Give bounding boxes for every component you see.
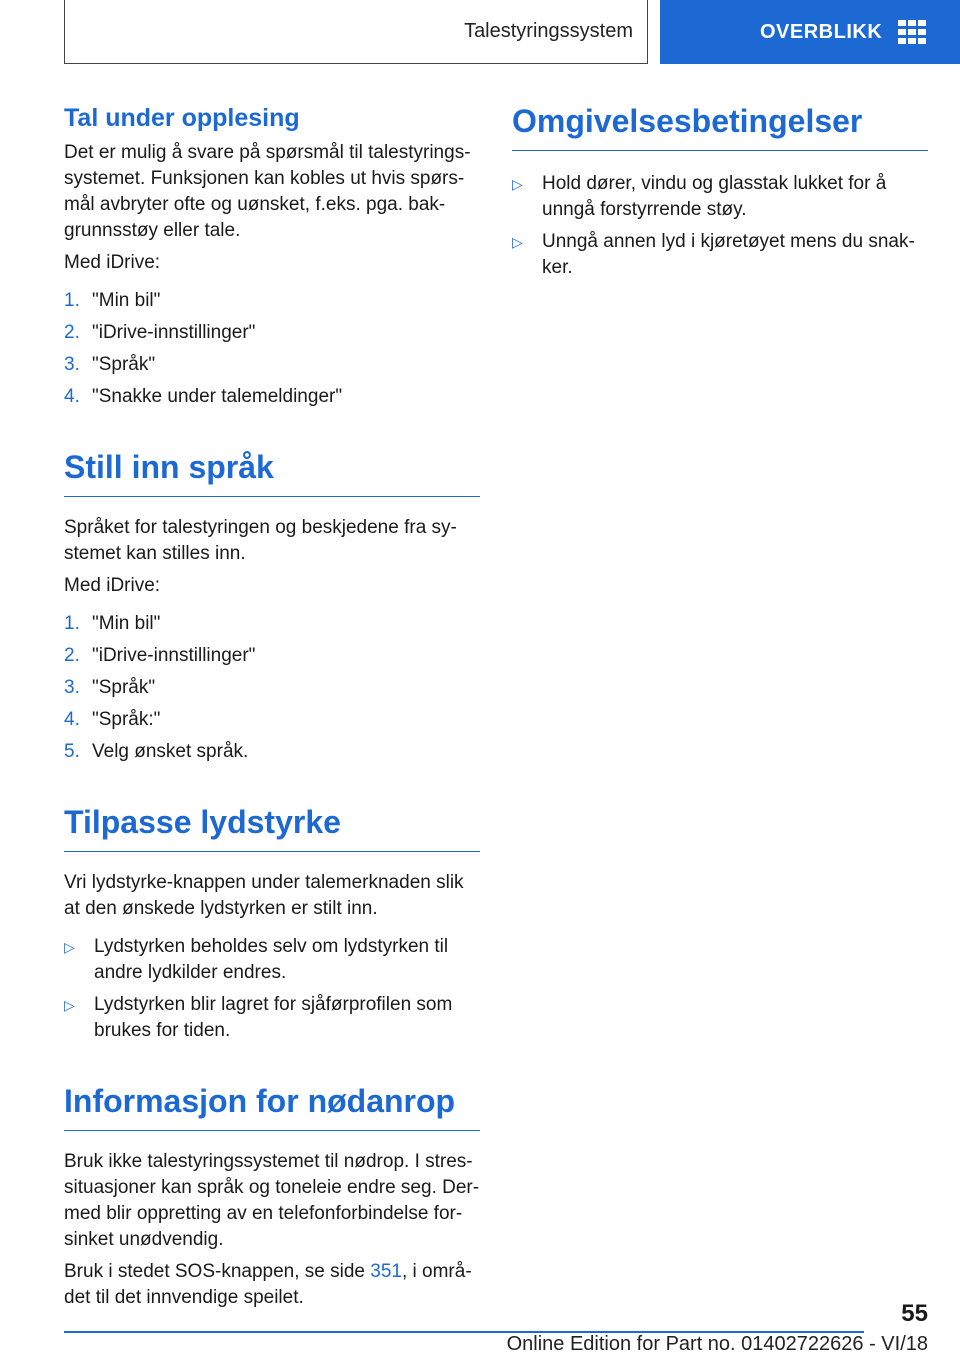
list-item: ▷ Unngå annen lyd i kjøretøyet mens du snak- ker. — [512, 229, 928, 281]
list-item: 5. Velg ønsket språk. — [64, 741, 249, 762]
paragraph: Det er mulig å svare på spørsmål til talestyrings- systemet. Funksjonen kan kobles ut hvis spørs- mål avbryter ofte og uønsket, f.eks. pga. bak- grunnsstøy eller tale. — [64, 142, 471, 241]
page-link[interactable]: 351 — [370, 1261, 402, 1282]
right-column — [512, 100, 928, 281]
list-item: 1. "Min bil" — [64, 290, 161, 311]
paragraph: Bruk i stedet SOS-knappen, se side 351, i områ- det til det innvendige speilet. — [64, 1261, 472, 1308]
list-item: 3. "Språk" — [64, 677, 156, 698]
bullet-list — [64, 934, 480, 1044]
triangle-bullet-icon: ▷ — [64, 939, 75, 955]
list-item: ▷ Hold dører, vindu og glasstak lukket for å unngå forstyrrende støy. — [512, 171, 928, 223]
bullet-list — [512, 171, 928, 281]
list-item: 3. "Språk" — [64, 354, 156, 375]
triangle-bullet-icon: ▷ — [512, 176, 523, 192]
paragraph: Vri lydstyrke-knappen under talemerknaden slik at den ønskede lydstyrken er stilt inn. — [64, 872, 464, 919]
heading-speak-during-readout: Tal under opplesing — [64, 104, 300, 132]
heading-emergency-call-info: Informasjon for nødanrop — [64, 1080, 480, 1131]
list-item: 4. "Snakke under talemeldinger" — [64, 386, 343, 407]
paragraph: Språket for talestyringen og beskjedene fra sy- stemet kan stilles inn. — [64, 517, 457, 564]
list-item: 2. "iDrive-innstillinger" — [64, 322, 256, 343]
triangle-bullet-icon: ▷ — [64, 997, 75, 1013]
list-item: 2. "iDrive-innstillinger" — [64, 645, 256, 666]
heading-set-language: Still inn språk — [64, 446, 480, 497]
edition-footer: Online Edition for Part no. 01402722626 - VI/18 — [506, 1333, 928, 1355]
paragraph: Med iDrive: — [64, 575, 161, 596]
steps-list — [64, 611, 480, 765]
grid-icon — [898, 20, 926, 44]
triangle-bullet-icon: ▷ — [512, 234, 523, 250]
overview-tab-label: OVERBLIKK — [760, 20, 883, 43]
list-item: ▷ Lydstyrken beholdes selv om lydstyrken til andre lydkilder endres. — [64, 934, 480, 986]
paragraph: Med iDrive: — [64, 252, 161, 273]
list-item: 4. "Språk:" — [64, 709, 161, 730]
left-column — [64, 100, 480, 1311]
heading-environment-conditions: Omgivelsesbetingelser — [512, 100, 928, 151]
list-item: ▷ Lydstyrken blir lagret for sjåførprofilen som brukes for tiden. — [64, 992, 480, 1044]
paragraph: Bruk ikke talestyringssystemet til nødrop. I stres- situasjoner kan språk og toneleie endre seg. Der- med blir oppretting av en telefonforbindelse for- sinket unødvendig. — [64, 1151, 480, 1250]
heading-adjust-volume: Tilpasse lydstyrke — [64, 801, 480, 852]
chapter-title-text: Talestyringssystem — [464, 20, 633, 42]
list-item: 1. "Min bil" — [64, 613, 161, 634]
overview-tab[interactable] — [660, 0, 960, 64]
steps-list — [64, 288, 480, 410]
page-number: 55 — [901, 1300, 928, 1327]
chapter-title — [64, 0, 648, 64]
